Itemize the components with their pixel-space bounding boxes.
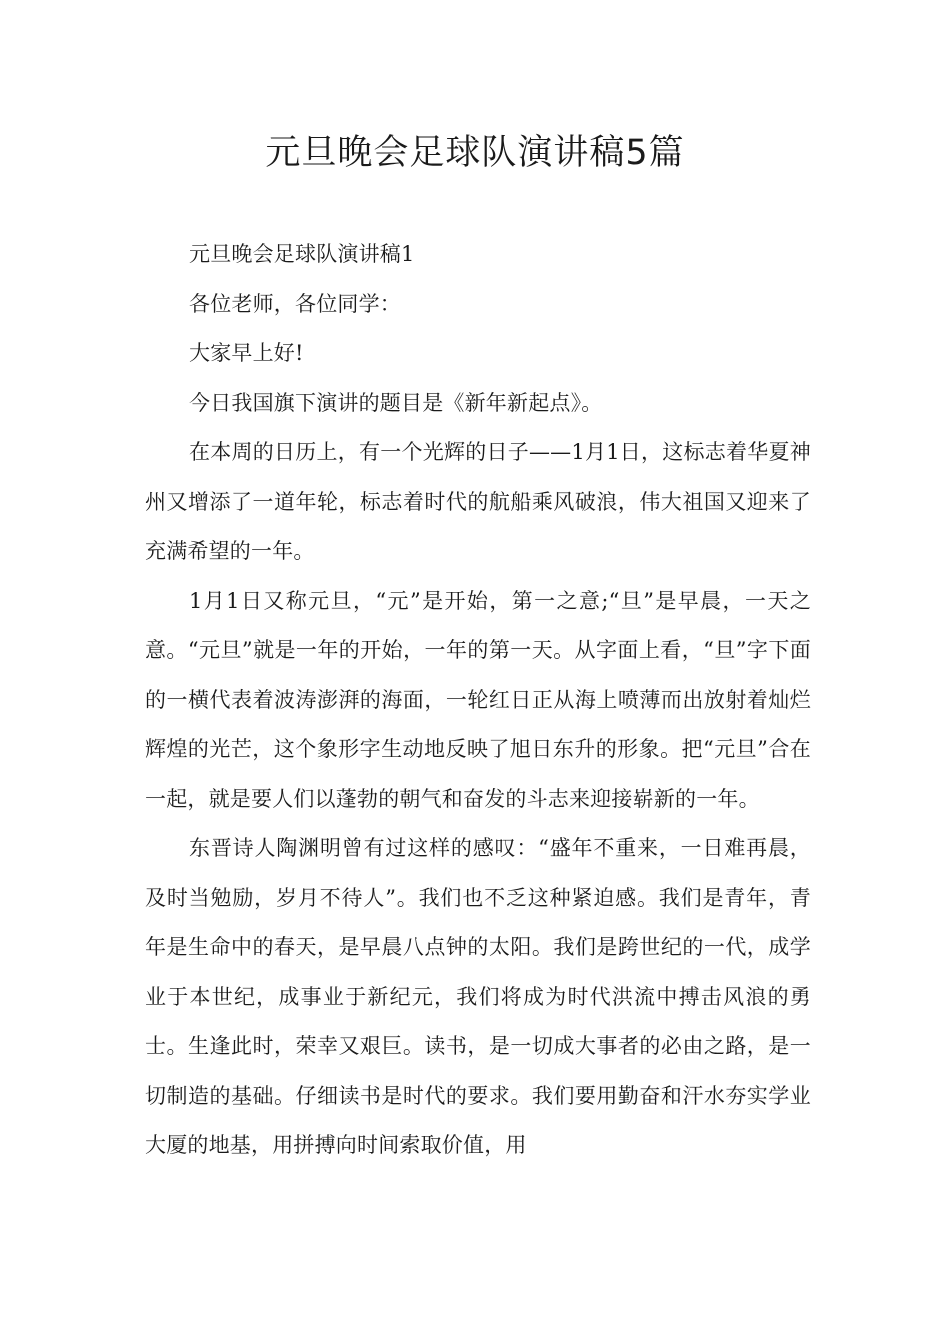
greeting: 大家早上好! (189, 341, 304, 365)
salutation: 各位老师，各位同学： (189, 291, 401, 316)
paragraph: 1月1日又称元旦，“元”是开始，第一之意;“旦”是早晨，一天之意。“元旦”就是一年的开始，一年的第一天。从字面上看，“旦”字下面的一横代表着波涛澎湃的海面，一轮红日正从海上喷薄而出放射着灿烂辉煌的光芒，这个象形字生动地反映了旭日东升的形象。把“元旦”合在一起，就是要人们以蓬勃的朝气和奋发的斗志来迎接崭新的一年。 (145, 588, 811, 811)
paragraph: 今日我国旗下演讲的题目是《新年新起点》。 (189, 390, 603, 415)
paragraph: 在本周的日历上，有一个光辉的日子——1月1日，这标志着华夏神州又增添了一道年轮，标志着时代的航船乘风破浪，伟大祖国又迎来了充满希望的一年。 (145, 440, 811, 563)
paragraph: 东晋诗人陶渊明曾有过这样的感叹：“盛年不重来，一日难再晨，及时当勉励，岁月不待人”。我们也不乏这种紧迫感。我们是青年，青年是生命中的春天，是早晨八点钟的太阳。我们是跨世纪的一代，成学业于本世纪，成事业于新纪元，我们将成为时代洪流中搏击风浪的勇士。生逢此时，荣幸又艰巨。读书，是一切成大事者的必由之路，是一切制造的基础。仔细读书是时代的要求。我们要用勤奋和汗水夯实学业大厦的地基，用拼搏向时间索取价值，用 (145, 836, 811, 1157)
document-body (145, 230, 811, 1171)
section-heading: 元旦晚会足球队演讲稿1 (189, 242, 415, 266)
document-title: 元旦晚会足球队演讲稿5篇 (265, 133, 685, 173)
